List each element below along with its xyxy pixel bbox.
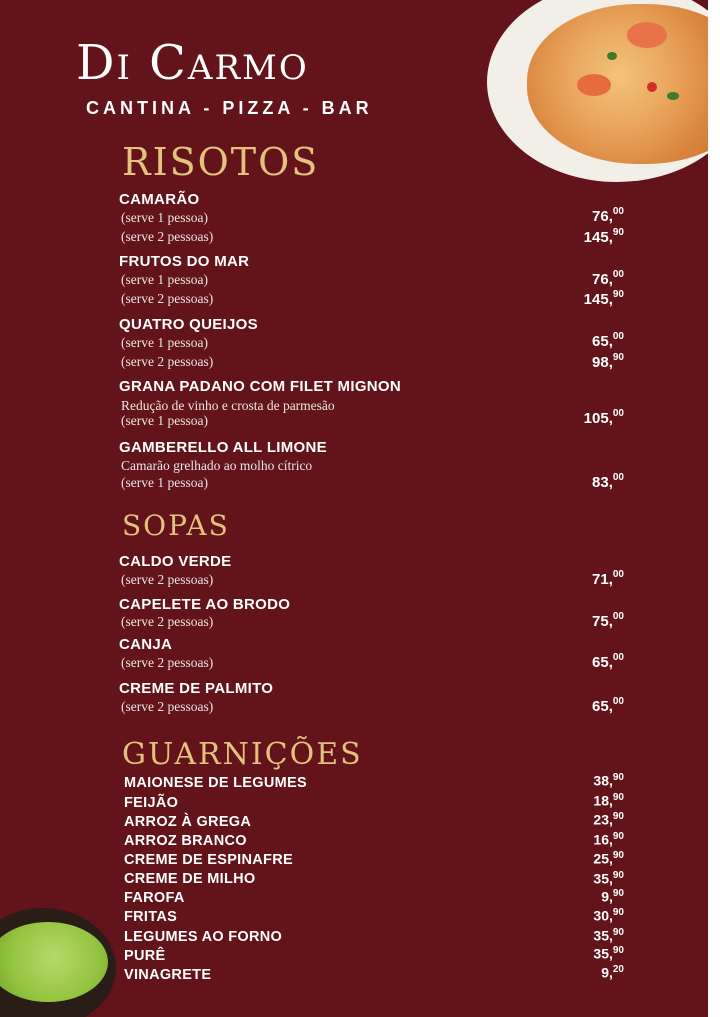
item-name-creme-de-palmito: CREME DE PALMITO bbox=[119, 680, 274, 697]
herb-spot bbox=[667, 92, 679, 100]
section-title-sopas: SOPAS bbox=[122, 509, 230, 542]
item-description: Camarão grelhado ao molho cítrico bbox=[121, 458, 313, 473]
section-title-risotos: RISOTOS bbox=[122, 140, 320, 184]
item-serving: (serve 1 pessoa) bbox=[121, 335, 208, 350]
brand-name: Di Carmo bbox=[76, 35, 309, 91]
risotto-food bbox=[527, 4, 708, 164]
item-price: 98,90 bbox=[592, 352, 624, 371]
side-item: MAIONESE DE LEGUMES bbox=[124, 775, 307, 791]
side-item: LEGUMES AO FORNO bbox=[124, 929, 283, 945]
shrimp-spot bbox=[577, 74, 611, 96]
side-item: CREME DE MILHO bbox=[124, 871, 256, 887]
item-name-frutos-do-mar: FRUTOS DO MAR bbox=[119, 253, 250, 270]
section-title-guarnicoes: GUARNIÇÕES bbox=[122, 737, 363, 772]
item-name-caldo-verde: CALDO VERDE bbox=[119, 553, 232, 570]
side-item: ARROZ À GREGA bbox=[124, 814, 252, 830]
item-description: Redução de vinho e crosta de parmesão bbox=[121, 398, 335, 413]
side-price: 9,90 bbox=[601, 888, 624, 905]
item-price: 76,00 bbox=[592, 206, 624, 225]
item-serving: (serve 2 pessoas) bbox=[121, 699, 214, 714]
side-item: CREME DE ESPINAFRE bbox=[124, 852, 293, 868]
item-serving: (serve 2 pessoas) bbox=[121, 229, 214, 244]
item-price: 145,90 bbox=[583, 289, 624, 308]
item-serving: (serve 2 pessoas) bbox=[121, 291, 214, 306]
item-name-canja: CANJA bbox=[119, 636, 173, 653]
item-name-grana-padano: GRANA PADANO COM FILET MIGNON bbox=[119, 378, 402, 395]
soup-liquid bbox=[0, 922, 108, 1002]
side-item: PURÊ bbox=[124, 948, 166, 964]
item-serving: (serve 1 pessoa) bbox=[121, 272, 208, 287]
side-item: FRITAS bbox=[124, 909, 178, 925]
side-price: 35,90 bbox=[593, 945, 624, 962]
item-price: 75,00 bbox=[592, 611, 624, 630]
brand-logo bbox=[76, 35, 373, 118]
item-serving: (serve 2 pessoas) bbox=[121, 614, 214, 629]
risotto-dish-image bbox=[487, 0, 708, 182]
item-price: 145,90 bbox=[583, 227, 624, 246]
item-price: 76,00 bbox=[592, 269, 624, 288]
item-serving: (serve 2 pessoas) bbox=[121, 354, 214, 369]
side-price: 18,90 bbox=[593, 792, 624, 809]
item-price: 65,00 bbox=[592, 652, 624, 671]
brand-subtitle: CANTINA - PIZZA - BAR bbox=[86, 98, 373, 118]
item-serving: (serve 1 pessoa) bbox=[121, 210, 208, 225]
side-price: 9,20 bbox=[601, 964, 624, 981]
pepper-spot bbox=[647, 82, 657, 92]
item-name-camarao: CAMARÃO bbox=[119, 191, 200, 208]
item-price: 83,00 bbox=[592, 472, 624, 491]
item-serving: (serve 1 pessoa) bbox=[121, 475, 208, 490]
side-price: 25,90 bbox=[593, 850, 624, 867]
side-price: 30,90 bbox=[593, 907, 624, 924]
item-name-capelete: CAPELETE AO BRODO bbox=[119, 596, 291, 613]
side-item: ARROZ BRANCO bbox=[124, 833, 247, 849]
item-price: 105,00 bbox=[583, 408, 624, 427]
item-price: 71,00 bbox=[592, 569, 624, 588]
item-name-gamberello: GAMBERELLO ALL LIMONE bbox=[119, 439, 327, 456]
item-serving: (serve 2 pessoas) bbox=[121, 572, 214, 587]
herb-spot bbox=[607, 52, 617, 60]
side-item: VINAGRETE bbox=[124, 967, 212, 983]
side-price: 23,90 bbox=[593, 811, 624, 828]
side-item: FEIJÃO bbox=[124, 795, 179, 811]
side-price: 16,90 bbox=[593, 831, 624, 848]
item-serving: (serve 1 pessoa) bbox=[121, 413, 208, 428]
shrimp-spot bbox=[627, 22, 667, 48]
side-price: 35,90 bbox=[593, 927, 624, 944]
side-price: 35,90 bbox=[593, 870, 624, 887]
item-serving: (serve 2 pessoas) bbox=[121, 655, 214, 670]
soup-bowl-image bbox=[0, 908, 116, 1017]
side-item: FAROFA bbox=[124, 890, 185, 906]
item-price: 65,00 bbox=[592, 331, 624, 350]
item-name-quatro-queijos: QUATRO QUEIJOS bbox=[119, 316, 258, 333]
item-price: 65,00 bbox=[592, 696, 624, 715]
side-price: 38,90 bbox=[593, 772, 624, 789]
page-margin bbox=[708, 0, 720, 1017]
